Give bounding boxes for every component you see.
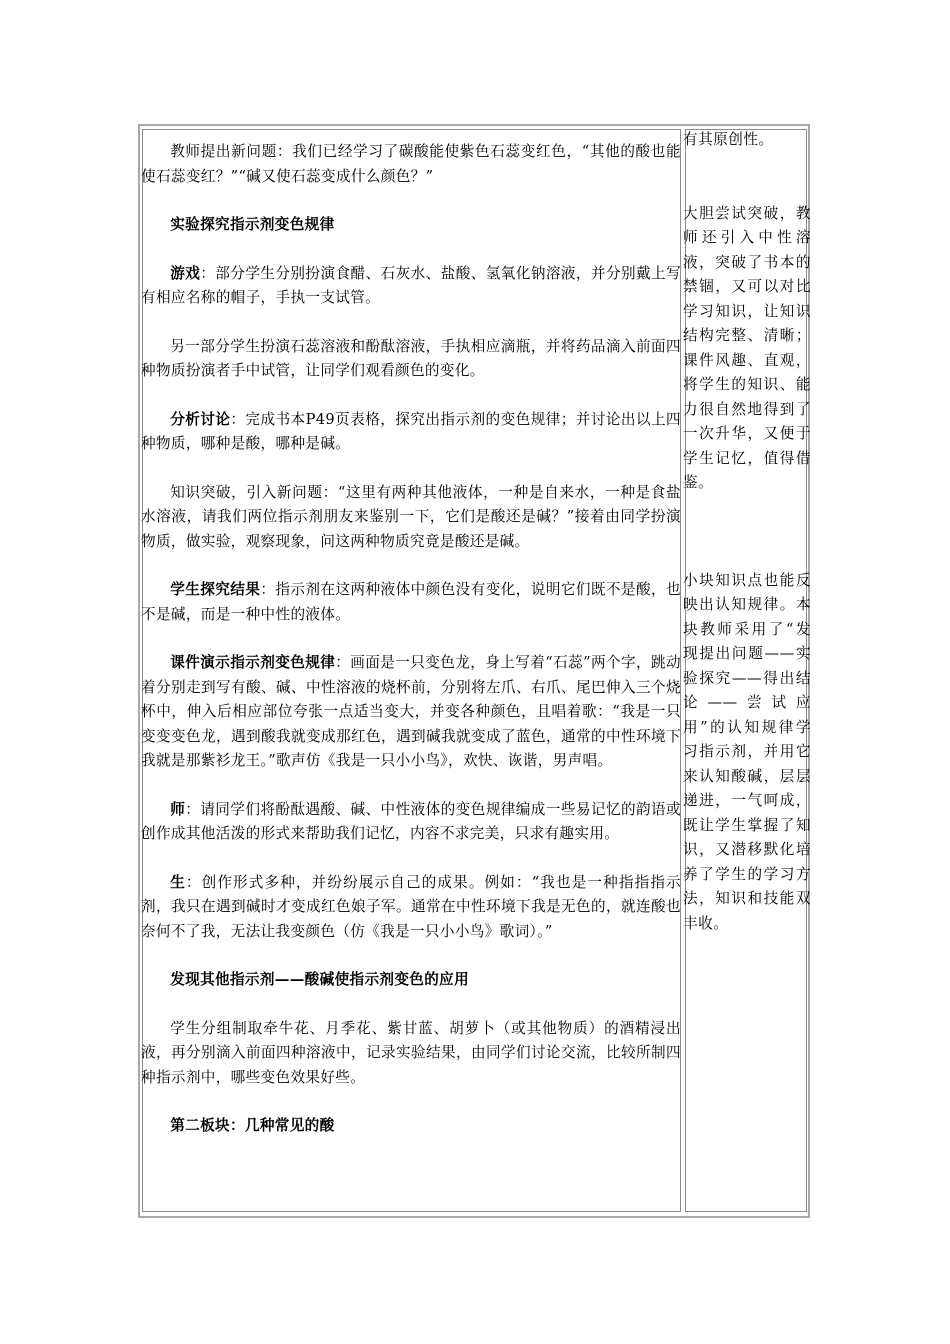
lesson-content xyxy=(141,140,681,1163)
label-courseware: 课件演示指示剂变色规律 xyxy=(170,654,336,671)
paragraph-student: 生：创作形式多种，并纷纷展示自己的成果。例如：“我也是一种指指指示剂，我只在遇到碱时才变成红色娘子军。通常在中性环境下我是无色的，就连酸也奈何不了我，无法让我变颜色（仿《我是一只小小鸟》歌词）。” xyxy=(141,873,681,940)
label-student: 生 xyxy=(170,873,186,891)
comment-originality: 有其原创性。 xyxy=(683,131,774,148)
paragraph-result: 学生探究结果：指示剂在这两种液体中颜色没有变化，说明它们既不是酸，也不是碱，而是一种中性的液体。 xyxy=(141,581,681,623)
heading-other-indicators: 发现其他指示剂——酸碱使指示剂变色的应用 xyxy=(170,971,470,988)
comment-breakthrough: 大胆尝试突破，教师还引入中性溶液，突破了书本的禁锢，又可以对比学习知识，让知识结构完整、清晰；课件风趣、直观，将学生的知识、能力很自然地得到了一次升华，又便于学生记忆，值得借鉴。 xyxy=(683,204,811,491)
label-discussion: 分析讨论 xyxy=(170,410,231,428)
paragraph-game: 游戏：部分学生分别扮演食醋、石灰水、盐酸、氢氧化钠溶液，并分别戴上写有相应名称的帽子，手执一支试管。 xyxy=(141,264,682,306)
label-result: 学生探究结果 xyxy=(170,581,261,598)
label-game: 游戏 xyxy=(170,264,201,282)
paragraph-teacher: 师：请同学们将酚酞遇酸、碱、中性液体的变色规律编成一些易记忆的韵语或创作成其他活泼的形式来帮助我们记忆，内容不求完美，只求有趣实用。 xyxy=(141,800,681,842)
paragraph-courseware: 课件演示指示剂变色规律：画面是一只变色龙，身上写着“石蕊”两个字，跳动着分别走到写有酸、碱、中性溶液的烧杯前，分别将左爪、右爪、尾巴伸入三个烧杯中，伸入后相应部位夸张一点适当变大，并变各种颜色，且唱着歌：“我是一只变变变色龙，遇到酸我就变成那红色，遇到碱我就变成了蓝色，通常的中性环境下我就是那紫衫龙王。”歌声仿《我是一只小小鸟》，欢快、诙谐，男声唱。 xyxy=(141,654,681,769)
commentary xyxy=(683,128,811,936)
paragraph-breakthrough: 知识突破，引入新问题：“这里有两种其他液体，一种是自来水，一种是食盐水溶液，请我们两位指示剂朋友来鉴别一下，它们是酸还是碱？”接着由同学扮演物质，做实验，观察现象，问这两种物质究竟是酸还是碱。 xyxy=(141,483,681,550)
heading-indicator-experiment: 实验探究指示剂变色规律 xyxy=(170,216,335,233)
comment-cognitive-rule: 小块知识点也能反映出认知规律。本块教师采用了“发现提出问题——实验探究——得出结论——尝试应用”的认知规律学习指示剂，并用它来认知酸碱，层层递进，一气呵成，既让学生掌握了知识，又潜移默化培养了学生的学习方法，知识和技能双丰收。 xyxy=(683,571,811,932)
paragraph-new-question: 教师提出新问题：我们已经学习了碳酸能使紫色石蕊变红色，“其他的酸也能使石蕊变红？”“碱又使石蕊变成什么颜色？” xyxy=(141,143,681,185)
paragraph-group-work: 学生分组制取牵牛花、月季花、紫甘蓝、胡萝卜（或其他物质）的酒精浸出液，再分别滴入前面四种溶液中，记录实验结果，由同学们讨论交流，比较所制四种指示剂中，哪些变色效果好些。 xyxy=(141,1019,681,1086)
paragraph-discussion: 分析讨论：完成书本P49页表格，探究出指示剂的变色规律；并讨论出以上四种物质，哪种是酸，哪种是碱。 xyxy=(141,410,681,452)
label-teacher: 师 xyxy=(170,800,186,818)
heading-common-acids: 第二板块：几种常见的酸 xyxy=(170,1117,335,1134)
paragraph-indicator-roles: 另一部分学生扮演石蕊溶液和酚酞溶液，手执相应滴瓶，并将药品滴入前面四种物质扮演者手中试管，让同学们观看颜色的变化。 xyxy=(141,337,681,379)
